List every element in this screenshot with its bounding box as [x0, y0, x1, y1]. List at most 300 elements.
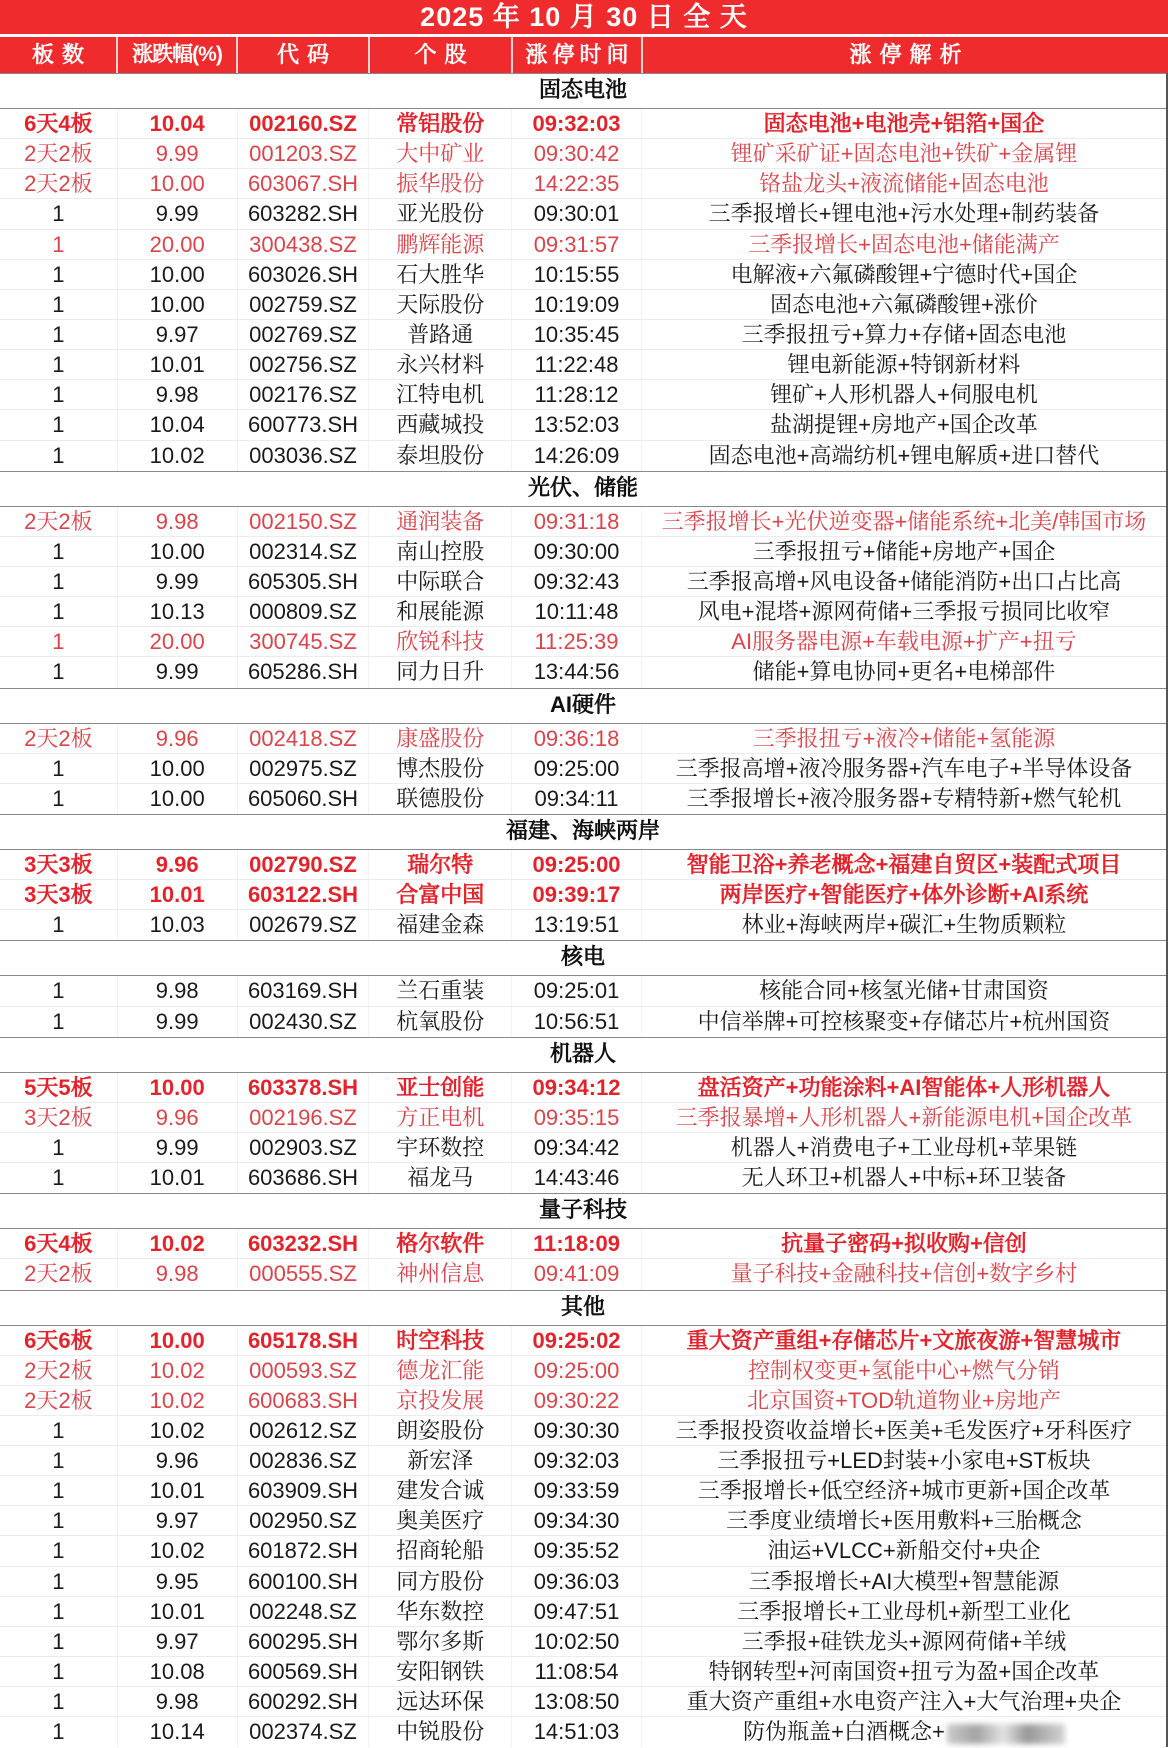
limit-up-reason: 电解液+六氟磷酸锂+宁德时代+国企 — [730, 261, 1078, 287]
stock-name: 博杰股份 — [369, 754, 512, 783]
stock-row — [0, 320, 1166, 350]
stock-name: 京投发展 — [369, 1386, 512, 1415]
stock-code: 600569.SH — [238, 1657, 370, 1686]
change-pct: 10.01 — [118, 1597, 238, 1626]
change-pct: 10.14 — [118, 1717, 238, 1747]
section-header — [0, 73, 1166, 109]
limit-up-reason: 油运+VLCC+新船交付+央企 — [767, 1538, 1041, 1564]
section-robotics — [0, 1037, 1166, 1194]
stock-name: 普路通 — [369, 320, 512, 349]
change-pct: 9.99 — [118, 1007, 238, 1037]
stock-row — [0, 1717, 1166, 1747]
page-title: 2025 年 10 月 30 日 全 天 — [0, 0, 1168, 34]
limit-up-reason: 控制权变更+氢能中心+燃气分销 — [748, 1357, 1060, 1383]
stock-row — [0, 507, 1166, 537]
change-pct: 10.00 — [118, 260, 238, 289]
stock-row — [0, 627, 1166, 657]
stock-name: 同力日升 — [369, 657, 512, 687]
stock-name: 瑞尔特 — [369, 850, 512, 879]
stock-code: 300438.SZ — [238, 230, 370, 259]
board-count: 1 — [0, 976, 118, 1005]
board-count: 1 — [0, 199, 118, 228]
watermark-blur — [947, 1724, 1065, 1744]
limit-up-reason: 固态电池+电池壳+铝箔+国企 — [763, 111, 1045, 136]
limit-up-reason: 三季报增长+低空经济+城市更新+国企改革 — [697, 1478, 1111, 1504]
limit-up-time: 09:34:42 — [512, 1133, 642, 1162]
stock-code: 002248.SZ — [238, 1597, 370, 1626]
stock-name: 华东数控 — [369, 1597, 512, 1626]
stock-code: 600773.SH — [238, 410, 370, 439]
stock-row — [0, 1163, 1166, 1193]
limit-up-time: 09:31:57 — [512, 230, 642, 259]
limit-up-time: 09:33:59 — [512, 1476, 642, 1505]
limit-up-reason: 盐湖提锂+房地产+国企改革 — [770, 412, 1038, 438]
board-count: 1 — [0, 597, 118, 626]
change-pct: 10.08 — [118, 1657, 238, 1686]
change-pct: 10.02 — [118, 1229, 238, 1258]
stock-name: 西藏城投 — [369, 410, 512, 439]
limit-up-reason: 三季报高增+风电设备+储能消防+出口占比高 — [686, 568, 1122, 594]
change-pct: 9.98 — [118, 1687, 238, 1716]
board-count: 1 — [0, 627, 118, 656]
board-count: 2天2板 — [0, 1259, 118, 1289]
change-pct: 9.97 — [118, 1506, 238, 1535]
change-pct: 10.01 — [118, 1163, 238, 1193]
limit-up-time: 14:26:09 — [512, 441, 642, 471]
limit-up-time: 09:41:09 — [512, 1259, 642, 1289]
change-pct: 10.00 — [118, 784, 238, 814]
limit-up-reason: 量子科技+金融科技+信创+数字乡村 — [730, 1261, 1078, 1287]
change-pct: 9.96 — [118, 724, 238, 753]
change-pct: 9.95 — [118, 1567, 238, 1596]
stock-name: 亚士创能 — [369, 1073, 512, 1102]
limit-up-time: 11:08:54 — [512, 1657, 642, 1686]
board-count: 1 — [0, 350, 118, 379]
limit-up-reason: 三季报增长+固态电池+储能满产 — [748, 231, 1060, 257]
stock-code: 605305.SH — [238, 567, 370, 596]
limit-up-time: 11:22:48 — [512, 350, 642, 379]
section-others — [0, 1290, 1166, 1748]
limit-up-time: 13:08:50 — [512, 1687, 642, 1716]
change-pct: 9.96 — [118, 850, 238, 879]
stock-code: 002790.SZ — [238, 850, 370, 879]
board-count: 1 — [0, 1597, 118, 1626]
limit-up-time: 13:44:56 — [512, 657, 642, 687]
stock-name: 江特电机 — [369, 380, 512, 409]
stock-code: 002196.SZ — [238, 1103, 370, 1132]
stock-name: 中际联合 — [369, 567, 512, 596]
board-count: 2天2板 — [0, 139, 118, 168]
stock-code: 002756.SZ — [238, 350, 370, 379]
board-count: 1 — [0, 1506, 118, 1535]
stock-name: 远达环保 — [369, 1687, 512, 1716]
stock-code: 000809.SZ — [238, 597, 370, 626]
board-count: 1 — [0, 754, 118, 783]
limit-up-time: 10:19:09 — [512, 290, 642, 319]
board-count: 1 — [0, 410, 118, 439]
stock-row — [0, 1133, 1166, 1163]
limit-up-reason: 风电+混塔+源网荷储+三季报亏损同比收窄 — [697, 599, 1111, 625]
stock-name: 方正电机 — [369, 1103, 512, 1132]
change-pct: 10.01 — [118, 880, 238, 909]
stock-name: 合富中国 — [369, 880, 512, 909]
stock-name: 招商轮船 — [369, 1536, 512, 1565]
stock-code: 603909.SH — [238, 1476, 370, 1505]
change-pct: 9.99 — [118, 567, 238, 596]
change-pct: 9.97 — [118, 320, 238, 349]
stock-name: 鹏辉能源 — [369, 230, 512, 259]
stock-row — [0, 657, 1166, 687]
limit-up-time: 09:39:17 — [512, 880, 642, 909]
section-header — [0, 1193, 1166, 1229]
limit-up-time: 09:30:00 — [512, 537, 642, 566]
change-pct: 10.02 — [118, 1416, 238, 1445]
limit-up-reason: 固态电池+六氟磷酸锂+涨价 — [770, 291, 1038, 317]
limit-up-reason: 抗量子密码+拟收购+信创 — [781, 1231, 1027, 1257]
board-count: 1 — [0, 537, 118, 566]
limit-up-time: 09:35:52 — [512, 1536, 642, 1565]
change-pct: 10.00 — [118, 290, 238, 319]
stock-row — [0, 597, 1166, 627]
stock-row — [0, 910, 1166, 940]
stock-row — [0, 350, 1166, 380]
board-count: 6天4板 — [0, 1229, 118, 1258]
stock-code: 600295.SH — [238, 1627, 370, 1656]
stock-name: 常铝股份 — [369, 109, 512, 138]
board-count: 1 — [0, 1007, 118, 1037]
stock-name: 通润装备 — [369, 507, 512, 536]
section-header — [0, 940, 1166, 976]
stock-name: 泰坦股份 — [369, 441, 512, 471]
stock-name: 振华股份 — [369, 169, 512, 198]
limit-up-time: 11:25:39 — [512, 627, 642, 656]
stock-code: 603169.SH — [238, 976, 370, 1005]
change-pct: 9.97 — [118, 1627, 238, 1656]
stock-code: 002418.SZ — [238, 724, 370, 753]
limit-up-reason: 盘活资产+功能涂料+AI智能体+人形机器人 — [697, 1074, 1111, 1100]
board-count: 6天6板 — [0, 1326, 118, 1355]
section-solid-state-battery — [0, 73, 1166, 471]
limit-up-table — [0, 73, 1168, 1747]
stock-code: 002903.SZ — [238, 1133, 370, 1162]
stock-row — [0, 850, 1166, 880]
column-header-boards: 板数 — [0, 37, 118, 73]
stock-row — [0, 1326, 1166, 1356]
column-header-reason: 涨停解析 — [849, 42, 970, 67]
limit-up-reason: 锂矿采矿证+固态电池+铁矿+金属锂 — [730, 141, 1078, 167]
stock-row — [0, 290, 1166, 320]
section-header — [0, 1290, 1166, 1326]
change-pct: 10.00 — [118, 754, 238, 783]
limit-up-time: 14:43:46 — [512, 1163, 642, 1193]
stock-row — [0, 1567, 1166, 1597]
stock-name: 安阳钢铁 — [369, 1657, 512, 1686]
limit-up-time: 11:28:12 — [512, 380, 642, 409]
stock-code: 002836.SZ — [238, 1446, 370, 1475]
stock-code: 002950.SZ — [238, 1506, 370, 1535]
stock-row — [0, 1536, 1166, 1566]
board-count: 1 — [0, 441, 118, 471]
stock-name: 格尔软件 — [369, 1229, 512, 1258]
limit-up-time: 09:25:00 — [512, 1356, 642, 1385]
board-count: 3天2板 — [0, 1103, 118, 1132]
stock-name: 时空科技 — [369, 1326, 512, 1355]
stock-code: 002769.SZ — [238, 320, 370, 349]
board-count: 2天2板 — [0, 1386, 118, 1415]
limit-up-time: 14:22:35 — [512, 169, 642, 198]
change-pct: 10.04 — [118, 410, 238, 439]
limit-up-time: 09:32:43 — [512, 567, 642, 596]
column-header-change-pct: 涨跌幅(%) — [118, 37, 238, 73]
stock-name: 福龙马 — [369, 1163, 512, 1193]
stock-code: 605060.SH — [238, 784, 370, 814]
column-header-stock: 个股 — [370, 37, 513, 73]
stock-code: 605178.SH — [238, 1326, 370, 1355]
limit-up-time: 09:30:01 — [512, 199, 642, 228]
board-count: 1 — [0, 1657, 118, 1686]
board-count: 1 — [0, 1416, 118, 1445]
stock-row — [0, 567, 1166, 597]
limit-up-reason: 三季报投资收益增长+医美+毛发医疗+牙科医疗 — [675, 1417, 1133, 1443]
stock-name: 永兴材料 — [369, 350, 512, 379]
stock-code: 002975.SZ — [238, 754, 370, 783]
stock-row — [0, 199, 1166, 229]
board-count: 1 — [0, 910, 118, 940]
change-pct: 9.96 — [118, 1103, 238, 1132]
stock-row — [0, 1073, 1166, 1103]
change-pct: 10.00 — [118, 169, 238, 198]
limit-up-time: 13:19:51 — [512, 910, 642, 940]
board-count: 1 — [0, 1536, 118, 1565]
limit-up-time: 09:47:51 — [512, 1597, 642, 1626]
change-pct: 10.00 — [118, 1073, 238, 1102]
board-count: 2天2板 — [0, 724, 118, 753]
stock-row — [0, 724, 1166, 754]
change-pct: 20.00 — [118, 627, 238, 656]
change-pct: 10.03 — [118, 910, 238, 940]
stock-row — [0, 784, 1166, 814]
section-title: 机器人 — [549, 1040, 616, 1066]
stock-code: 603232.SH — [238, 1229, 370, 1258]
section-title: 光伏、储能 — [527, 474, 638, 500]
stock-row — [0, 1627, 1166, 1657]
limit-up-time: 13:52:03 — [512, 410, 642, 439]
stock-code: 002612.SZ — [238, 1416, 370, 1445]
stock-row — [0, 1356, 1166, 1386]
stock-name: 宇环数控 — [369, 1133, 512, 1162]
stock-name: 德龙汇能 — [369, 1356, 512, 1385]
change-pct: 9.99 — [118, 199, 238, 228]
change-pct: 9.96 — [118, 1446, 238, 1475]
section-header — [0, 471, 1166, 507]
stock-row — [0, 1386, 1166, 1416]
change-pct: 10.00 — [118, 537, 238, 566]
stock-row — [0, 1506, 1166, 1536]
limit-up-time: 09:25:02 — [512, 1326, 642, 1355]
limit-up-reason: 三季报增长+液冷服务器+专精特新+燃气轮机 — [686, 785, 1122, 811]
stock-code: 603282.SH — [238, 199, 370, 228]
section-quantum-tech — [0, 1193, 1166, 1289]
stock-row — [0, 976, 1166, 1006]
stock-row — [0, 260, 1166, 290]
limit-up-time: 10:02:50 — [512, 1627, 642, 1656]
board-count: 1 — [0, 380, 118, 409]
stock-code: 001203.SZ — [238, 139, 370, 168]
limit-up-reason: 三季报+硅铁龙头+源网荷储+羊绒 — [741, 1628, 1067, 1654]
section-pv-storage — [0, 471, 1166, 688]
limit-up-reason: 三季报扭亏+算力+存储+固态电池 — [741, 321, 1067, 347]
board-count: 1 — [0, 230, 118, 259]
stock-row — [0, 441, 1166, 471]
stock-code: 003036.SZ — [238, 441, 370, 471]
board-count: 2天2板 — [0, 507, 118, 536]
limit-up-reason: 三季报暴增+人形机器人+新能源电机+国企改革 — [675, 1104, 1133, 1130]
stock-name: 朗姿股份 — [369, 1416, 512, 1445]
change-pct: 9.98 — [118, 1259, 238, 1289]
limit-up-time: 10:15:55 — [512, 260, 642, 289]
limit-up-reason: 锂矿+人形机器人+伺服电机 — [770, 382, 1038, 408]
stock-name: 亚光股份 — [369, 199, 512, 228]
change-pct: 10.02 — [118, 1536, 238, 1565]
board-count: 1 — [0, 657, 118, 687]
change-pct: 9.99 — [118, 139, 238, 168]
limit-up-time: 09:25:00 — [512, 754, 642, 783]
section-header — [0, 814, 1166, 850]
change-pct: 9.98 — [118, 507, 238, 536]
stock-row — [0, 1416, 1166, 1446]
limit-up-reason: 中信举牌+可控核聚变+存储芯片+杭州国资 — [697, 1008, 1111, 1034]
stock-row — [0, 1446, 1166, 1476]
board-count: 3天3板 — [0, 880, 118, 909]
stock-code: 002679.SZ — [238, 910, 370, 940]
section-title: 固态电池 — [538, 77, 627, 102]
board-count: 6天4板 — [0, 109, 118, 138]
stock-row — [0, 880, 1166, 910]
limit-up-time: 09:31:18 — [512, 507, 642, 536]
limit-up-time: 09:34:30 — [512, 1506, 642, 1535]
limit-up-time: 09:25:01 — [512, 976, 642, 1005]
stock-code: 603026.SH — [238, 260, 370, 289]
stock-row — [0, 1259, 1166, 1289]
limit-up-time: 09:25:00 — [512, 850, 642, 879]
change-pct: 20.00 — [118, 230, 238, 259]
stock-code: 603122.SH — [238, 880, 370, 909]
board-count: 3天3板 — [0, 850, 118, 879]
stock-name: 欣锐科技 — [369, 627, 512, 656]
stock-code: 002314.SZ — [238, 537, 370, 566]
board-count: 1 — [0, 567, 118, 596]
section-title: 核电 — [560, 944, 605, 970]
stock-row — [0, 109, 1166, 139]
stock-code: 600683.SH — [238, 1386, 370, 1415]
change-pct: 9.99 — [118, 657, 238, 687]
limit-up-time: 10:35:45 — [512, 320, 642, 349]
stock-name: 鄂尔多斯 — [369, 1627, 512, 1656]
stock-name: 南山控股 — [369, 537, 512, 566]
limit-up-time: 09:30:30 — [512, 1416, 642, 1445]
stock-row — [0, 139, 1166, 169]
stock-name: 石大胜华 — [369, 260, 512, 289]
limit-up-time: 09:35:15 — [512, 1103, 642, 1132]
change-pct: 10.02 — [118, 1386, 238, 1415]
stock-code: 603686.SH — [238, 1163, 370, 1193]
stock-name: 新宏泽 — [369, 1446, 512, 1475]
limit-up-time: 09:34:11 — [512, 784, 642, 814]
board-count: 1 — [0, 1717, 118, 1747]
board-count: 1 — [0, 784, 118, 814]
change-pct: 10.01 — [118, 350, 238, 379]
limit-up-reason: 三季报高增+液冷服务器+汽车电子+半导体设备 — [675, 755, 1133, 781]
board-count: 1 — [0, 1476, 118, 1505]
stock-row — [0, 537, 1166, 567]
column-header-limit-time: 涨停时间 — [513, 37, 643, 73]
board-count: 5天5板 — [0, 1073, 118, 1102]
limit-up-reason: 三季报增长+锂电池+污水处理+制药装备 — [708, 201, 1100, 227]
stock-row — [0, 169, 1166, 199]
limit-up-reason: 三季报增长+光伏逆变器+储能系统+北美/韩国市场 — [661, 508, 1147, 534]
stock-code: 300745.SZ — [238, 627, 370, 656]
change-pct: 10.00 — [118, 1326, 238, 1355]
table-header — [0, 37, 1168, 73]
limit-up-reason: 重大资产重组+水电资产注入+大气治理+央企 — [686, 1689, 1122, 1715]
section-title: 量子科技 — [538, 1197, 627, 1223]
limit-up-reason: 铬盐龙头+液流储能+固态电池 — [759, 171, 1049, 197]
limit-up-reason: 北京国资+TOD轨道物业+房地产 — [747, 1387, 1061, 1413]
section-title: AI硬件 — [549, 691, 616, 717]
board-count: 1 — [0, 290, 118, 319]
board-count: 1 — [0, 1567, 118, 1596]
stock-name: 神州信息 — [369, 1259, 512, 1289]
stock-code: 603378.SH — [238, 1073, 370, 1102]
section-header — [0, 1037, 1166, 1073]
stock-name: 联德股份 — [369, 784, 512, 814]
limit-up-reason: 固态电池+高端纺机+锂电解质+进口替代 — [708, 442, 1100, 468]
stock-row — [0, 1597, 1166, 1627]
board-count: 2天2板 — [0, 1356, 118, 1385]
board-count: 1 — [0, 320, 118, 349]
limit-up-reason: 三季报增长+工业母机+新型工业化 — [737, 1598, 1071, 1624]
stock-name: 兰石重装 — [369, 976, 512, 1005]
stock-code: 601872.SH — [238, 1536, 370, 1565]
stock-row — [0, 1657, 1166, 1687]
limit-up-reason: 三季报扭亏+液冷+储能+氢能源 — [752, 725, 1056, 751]
limit-up-time: 09:30:22 — [512, 1386, 642, 1415]
stock-code: 002176.SZ — [238, 380, 370, 409]
stock-name: 和展能源 — [369, 597, 512, 626]
limit-up-reason: 核能合同+核氢光储+甘肃国资 — [759, 978, 1049, 1004]
stock-row — [0, 1103, 1166, 1133]
stock-code: 000593.SZ — [238, 1356, 370, 1385]
stock-name: 奥美医疗 — [369, 1506, 512, 1535]
section-title: 福建、海峡两岸 — [505, 817, 660, 843]
stock-name: 天际股份 — [369, 290, 512, 319]
limit-up-reason: 三季报增长+AI大模型+智慧能源 — [748, 1568, 1060, 1594]
change-pct: 9.98 — [118, 976, 238, 1005]
stock-name: 同方股份 — [369, 1567, 512, 1596]
stock-row — [0, 754, 1166, 784]
column-header-code: 代码 — [238, 37, 370, 73]
limit-up-reason-cell — [642, 1717, 1166, 1747]
limit-up-time: 09:32:03 — [512, 109, 642, 138]
section-header — [0, 688, 1166, 724]
board-count: 1 — [0, 1163, 118, 1193]
limit-up-reason: 三季报扭亏+LED封装+小家电+ST板块 — [717, 1448, 1091, 1474]
stock-row — [0, 1476, 1166, 1506]
stock-name: 建发合诚 — [369, 1476, 512, 1505]
board-count: 1 — [0, 1627, 118, 1656]
stock-row — [0, 1229, 1166, 1259]
stock-code: 002759.SZ — [238, 290, 370, 319]
